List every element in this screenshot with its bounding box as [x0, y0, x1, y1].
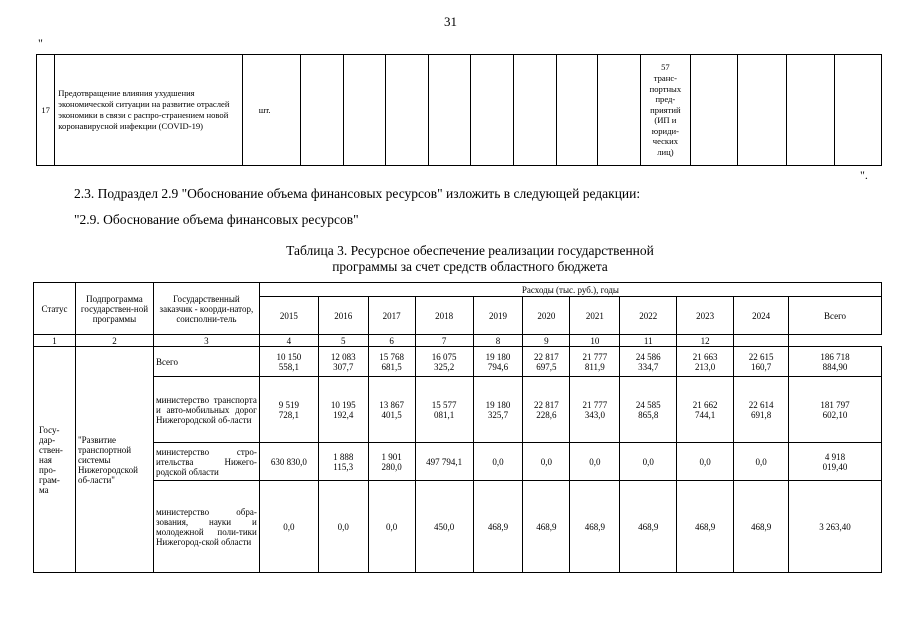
- indicator-table: [36, 54, 882, 166]
- row-number: 17: [37, 55, 55, 166]
- value-cell: [620, 347, 677, 377]
- value-line: ческих: [652, 136, 678, 147]
- value-line: 468,9: [536, 521, 557, 532]
- value-cell: [789, 347, 882, 377]
- value-line: 21 662: [692, 399, 718, 410]
- value-cell: [677, 347, 734, 377]
- value-cell: [368, 377, 415, 443]
- value-line: 468,9: [638, 521, 659, 532]
- value-line: 22 817: [534, 399, 559, 410]
- value-line: 22 615: [748, 351, 774, 362]
- header-year: Всего: [789, 297, 882, 335]
- value-cell: [415, 377, 473, 443]
- header-year: 2022: [620, 297, 677, 335]
- value-line: 1 888: [333, 451, 354, 462]
- value-cell: [620, 377, 677, 443]
- header-status: Статус: [34, 283, 76, 335]
- empty-cell: [513, 55, 556, 166]
- empty-cell: [385, 55, 429, 166]
- opening-quote: ": [38, 36, 43, 50]
- value-cell: [318, 347, 368, 377]
- value-line: 468,9: [695, 521, 716, 532]
- value-cell: [734, 443, 789, 481]
- value-line: 468,9: [750, 521, 772, 532]
- value-cell: [523, 443, 570, 481]
- table-row: [34, 443, 882, 481]
- value-cell: [570, 481, 620, 573]
- value-cell: [368, 443, 415, 481]
- value-line: 334,7: [638, 361, 659, 372]
- value-cell: [415, 443, 473, 481]
- value-line: 280,0: [381, 461, 402, 472]
- column-number: 12: [677, 335, 734, 347]
- value-line: 213,0: [695, 361, 716, 372]
- header-year: 2018: [415, 297, 473, 335]
- customer-cell: министерство стро-ительства Нижего-родской области: [153, 443, 259, 481]
- value-line: 728,1: [278, 409, 299, 420]
- value-line: 558,1: [278, 361, 299, 372]
- value-cell: [259, 481, 318, 573]
- value-line: 115,3: [333, 461, 354, 472]
- header-customer: Государственный заказчик - коорди-натор, соисполни-тель: [153, 283, 259, 335]
- empty-cell: [690, 55, 737, 166]
- value-cell: [734, 377, 789, 443]
- value-cell: [473, 347, 523, 377]
- value-line: 325,2: [433, 361, 455, 372]
- value-line: 744,1: [695, 409, 716, 420]
- value-line: 0,0: [492, 456, 504, 467]
- value-cell: [259, 347, 318, 377]
- value-line: 1 901: [381, 451, 402, 462]
- value-cell: [620, 481, 677, 573]
- value-line: 497 794,1: [426, 456, 463, 467]
- indicator-description: Предотвращение влияния ухудшения экономической ситуации на развитие отраслей экономики в связи с распро-странением новой коронавирусной инфекции (COVID-19): [55, 55, 243, 166]
- paragraph-amendment: 2.3. Подраздел 2.9 "Обоснование объема финансовых ресурсов" изложить в следующей редакции:: [74, 186, 641, 201]
- empty-cell: [738, 55, 787, 166]
- value-line: лиц): [657, 147, 674, 158]
- value-cell: [734, 481, 789, 573]
- column-number: 2: [75, 335, 153, 347]
- status-line: грам-: [39, 474, 60, 485]
- value-line: 343,0: [584, 409, 605, 420]
- table-row: [34, 481, 882, 573]
- value-cell: [473, 443, 523, 481]
- value-cell: [415, 347, 473, 377]
- subprogram-cell: "Развитие транспортной системы Нижегородской об-ласти": [75, 347, 153, 573]
- value-cell: [677, 443, 734, 481]
- value-line: 602,10: [822, 409, 848, 420]
- value-line: 15 577: [431, 399, 457, 410]
- value-cell: [570, 347, 620, 377]
- value-line: 4 918: [824, 451, 846, 462]
- value-line: 21 663: [692, 351, 718, 362]
- value-line: 9 519: [278, 399, 299, 410]
- status-cell: [34, 347, 76, 573]
- value-line: 884,90: [822, 361, 848, 372]
- value-cell: [318, 377, 368, 443]
- resource-table: [33, 282, 882, 573]
- value-line: 681,5: [381, 361, 402, 372]
- header-year: 2015: [259, 297, 318, 335]
- header-year: 2017: [368, 297, 415, 335]
- value-line: 468,9: [487, 521, 509, 532]
- value-cell: [523, 347, 570, 377]
- unit-cell: шт.: [242, 55, 300, 166]
- column-number: 10: [570, 335, 620, 347]
- status-line: Госу-: [39, 424, 60, 435]
- table-title-line-2: программы за счет средств областного бюджета: [332, 259, 608, 274]
- status-line: ная: [39, 454, 52, 465]
- value-line: 307,7: [333, 361, 354, 372]
- value-line: приятий: [650, 104, 681, 115]
- value-line: 192,4: [333, 409, 354, 420]
- value-line: пред-: [655, 94, 676, 105]
- value-cell: [789, 377, 882, 443]
- value-line: 57: [661, 62, 670, 73]
- header-year: 2021: [570, 297, 620, 335]
- column-number: 8: [473, 335, 523, 347]
- header-year: 2023: [677, 297, 734, 335]
- value-line: 24 585: [635, 399, 661, 410]
- column-number: 4: [259, 335, 318, 347]
- value-line: 12 083: [330, 351, 356, 362]
- empty-cell: [598, 55, 641, 166]
- column-number: 6: [368, 335, 415, 347]
- value-line: 081,1: [433, 409, 455, 420]
- column-number: 11: [620, 335, 677, 347]
- value-line: 865,8: [638, 409, 659, 420]
- value-line: 019,40: [822, 461, 848, 472]
- value-line: 0,0: [337, 521, 349, 532]
- value-line: 228,6: [536, 409, 557, 420]
- value-line: 10 150: [276, 351, 302, 362]
- value-line: 630 830,0: [270, 456, 307, 467]
- value-line: 21 777: [582, 399, 608, 410]
- customer-cell: министерство транспорта и авто-мобильных дорог Нижегородской об-ласти: [153, 377, 259, 443]
- paragraph-section-title: "2.9. Обоснование объема финансовых ресурсов": [74, 212, 359, 227]
- value-line: портных: [649, 83, 682, 94]
- empty-cell: [429, 55, 471, 166]
- column-number: 3: [153, 335, 259, 347]
- status-line: дар-: [39, 434, 56, 445]
- table-row: [34, 283, 882, 297]
- value-line: транс-: [653, 72, 677, 83]
- value-line: 450,0: [433, 521, 455, 532]
- status-line: ствен-: [39, 444, 63, 455]
- table-title-line-1: Таблица 3. Ресурсное обеспечение реализации государственной: [286, 243, 654, 258]
- value-line: 0,0: [386, 521, 398, 532]
- value-cell: [259, 443, 318, 481]
- table-row: [34, 335, 882, 347]
- value-cell: [523, 481, 570, 573]
- customer-cell: Всего: [153, 347, 259, 377]
- value-cell: [570, 443, 620, 481]
- value-line: 16 075: [431, 351, 457, 362]
- value-line: 181 797: [820, 399, 850, 410]
- value-cell: [473, 377, 523, 443]
- value-cell: [473, 481, 523, 573]
- column-number: 9: [523, 335, 570, 347]
- value-cell: [620, 443, 677, 481]
- column-number: [734, 335, 789, 347]
- value-line: 811,9: [584, 361, 605, 372]
- value-cell: [789, 443, 882, 481]
- value-cell: [259, 377, 318, 443]
- value-cell: [570, 377, 620, 443]
- value-line: юриди-: [651, 125, 679, 136]
- value-cell: [789, 481, 882, 573]
- closing-quote: ".: [860, 168, 868, 182]
- table-row: [34, 377, 882, 443]
- value-cell: [368, 347, 415, 377]
- page-number: 31: [444, 14, 457, 29]
- value-line: 0,0: [755, 456, 767, 467]
- status-line: ма: [39, 484, 49, 495]
- table-row: [37, 55, 882, 166]
- value-line: 3 263,40: [819, 521, 851, 532]
- value-line: 19 180: [485, 351, 511, 362]
- value-line: 325,7: [487, 409, 509, 420]
- value-line: 401,5: [381, 409, 402, 420]
- header-year: 2016: [318, 297, 368, 335]
- value-cell: [415, 481, 473, 573]
- value-line: 0,0: [589, 456, 601, 467]
- value-line: (ИП и: [654, 115, 677, 126]
- value-line: 0,0: [540, 456, 553, 467]
- value-cell: [677, 481, 734, 573]
- value-line: 13 867: [379, 399, 405, 410]
- column-number: 1: [34, 335, 76, 347]
- value-line: 15 768: [379, 351, 405, 362]
- value-line: 794,6: [487, 361, 509, 372]
- empty-cell: [556, 55, 598, 166]
- empty-cell: [834, 55, 881, 166]
- value-cell: [677, 377, 734, 443]
- empty-cell: [301, 55, 344, 166]
- column-number: 5: [318, 335, 368, 347]
- status-line: про-: [39, 464, 56, 475]
- value-cell: [523, 377, 570, 443]
- value-line: 22 614: [748, 399, 774, 410]
- value-cell: [318, 481, 368, 573]
- table-title: [200, 243, 740, 275]
- value-cell: [318, 443, 368, 481]
- empty-cell: [471, 55, 514, 166]
- value-line: 697,5: [536, 361, 557, 372]
- column-number: 7: [415, 335, 473, 347]
- table-row: [34, 347, 882, 377]
- value-line: 468,9: [584, 521, 605, 532]
- value-line: 160,7: [750, 361, 772, 372]
- value-line: 24 586: [635, 351, 661, 362]
- value-line: 186 718: [820, 351, 850, 362]
- value-line: 10 195: [330, 399, 356, 410]
- header-year: 2024: [734, 297, 789, 335]
- value-cell: [734, 347, 789, 377]
- value-line: 19 180: [485, 399, 511, 410]
- empty-cell: [344, 55, 386, 166]
- value-line: 0,0: [699, 456, 711, 467]
- header-year: 2020: [523, 297, 570, 335]
- empty-cell: [787, 55, 834, 166]
- customer-cell: министерство обра-зования, науки и молодежной поли-тики Нижегород-ской области: [153, 481, 259, 573]
- value-line: 21 777: [582, 351, 608, 362]
- value-line: 0,0: [283, 521, 295, 532]
- header-subprogram: Подпрограмма государствен-ной программы: [75, 283, 153, 335]
- value-cell: [641, 55, 691, 166]
- value-line: 691,8: [750, 409, 772, 420]
- value-line: 22 817: [534, 351, 559, 362]
- header-expenses: Расходы (тыс. руб.), годы: [259, 283, 881, 297]
- header-year: 2019: [473, 297, 523, 335]
- value-line: 0,0: [642, 456, 654, 467]
- value-cell: [368, 481, 415, 573]
